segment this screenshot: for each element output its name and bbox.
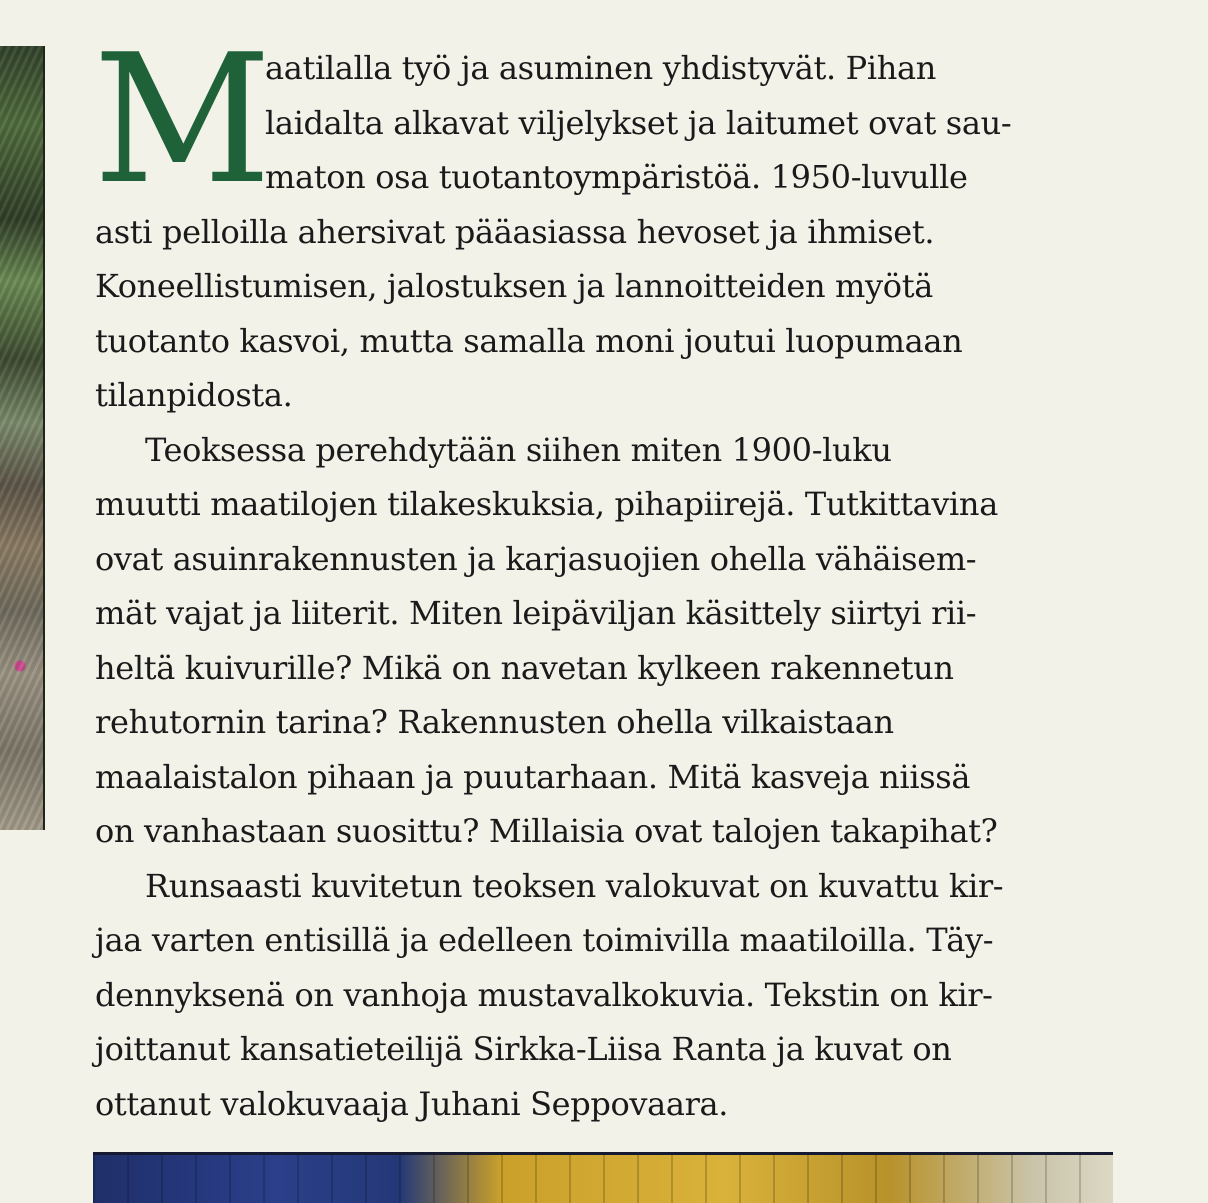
text-line: heltä kuivurille? Mikä on navetan kylkeen rakennetun	[95, 648, 954, 687]
paragraph-2	[95, 423, 1125, 859]
text-line: aatilalla työ ja asuminen yhdistyvät. Pihan	[265, 49, 936, 87]
left-photo-strip	[0, 46, 45, 830]
drop-cap: M	[93, 16, 272, 223]
text-line: tuotanto kasvoi, mutta samalla moni joutui luopumaan	[95, 321, 963, 360]
text-line: tilanpidosta.	[95, 376, 293, 414]
text-line: Koneellistumisen, jalostuksen ja lannoitteiden myötä	[95, 267, 933, 305]
text-line: asti pelloilla ahersivat pääasiassa hevoset ja ihmiset.	[95, 212, 935, 251]
text-line: Teoksessa perehdytään siihen miten 1900-luku	[145, 430, 892, 469]
text-line: Runsaasti kuvitetun teoksen valokuvat on kuvattu kir-	[145, 866, 1004, 905]
text-line: maalaistalon pihaan ja puutarhaan. Mitä kasveja niissä	[95, 757, 971, 796]
text-line: ovat asuinrakennusten ja karjasuojien ohella vähäisem-	[95, 539, 977, 578]
text-line: ottanut valokuvaaja Juhani Seppovaara.	[95, 1084, 729, 1123]
article-text	[93, 16, 1125, 1131]
text-line: muutti maatilojen tilakeskuksia, pihapiirejä. Tutkittavina	[95, 485, 998, 523]
text-line: maton osa tuotantoympäristöä. 1950-luvulle	[265, 158, 968, 196]
text-line: jaa varten entisillä ja edelleen toimivilla maatiloilla. Täy-	[95, 921, 994, 959]
text-line: joittanut kansatieteilijä Sirkka-Liisa Ranta ja kuvat on	[95, 1030, 952, 1068]
text-line: dennyksenä on vanhoja mustavalkokuvia. Tekstin on kir-	[95, 975, 993, 1014]
bottom-photo-strip	[93, 1152, 1113, 1203]
text-line: laidalta alkavat viljelykset ja laitumet ovat sau-	[265, 103, 1012, 142]
text-line: on vanhastaan suosittu? Millaisia ovat talojen takapihat?	[95, 812, 998, 850]
paragraph-3	[95, 859, 1125, 1132]
text-line: rehutornin tarina? Rakennusten ohella vilkaistaan	[95, 703, 894, 741]
text-line: mät vajat ja liiterit. Miten leipäviljan käsittely siirtyi rii-	[95, 594, 977, 632]
